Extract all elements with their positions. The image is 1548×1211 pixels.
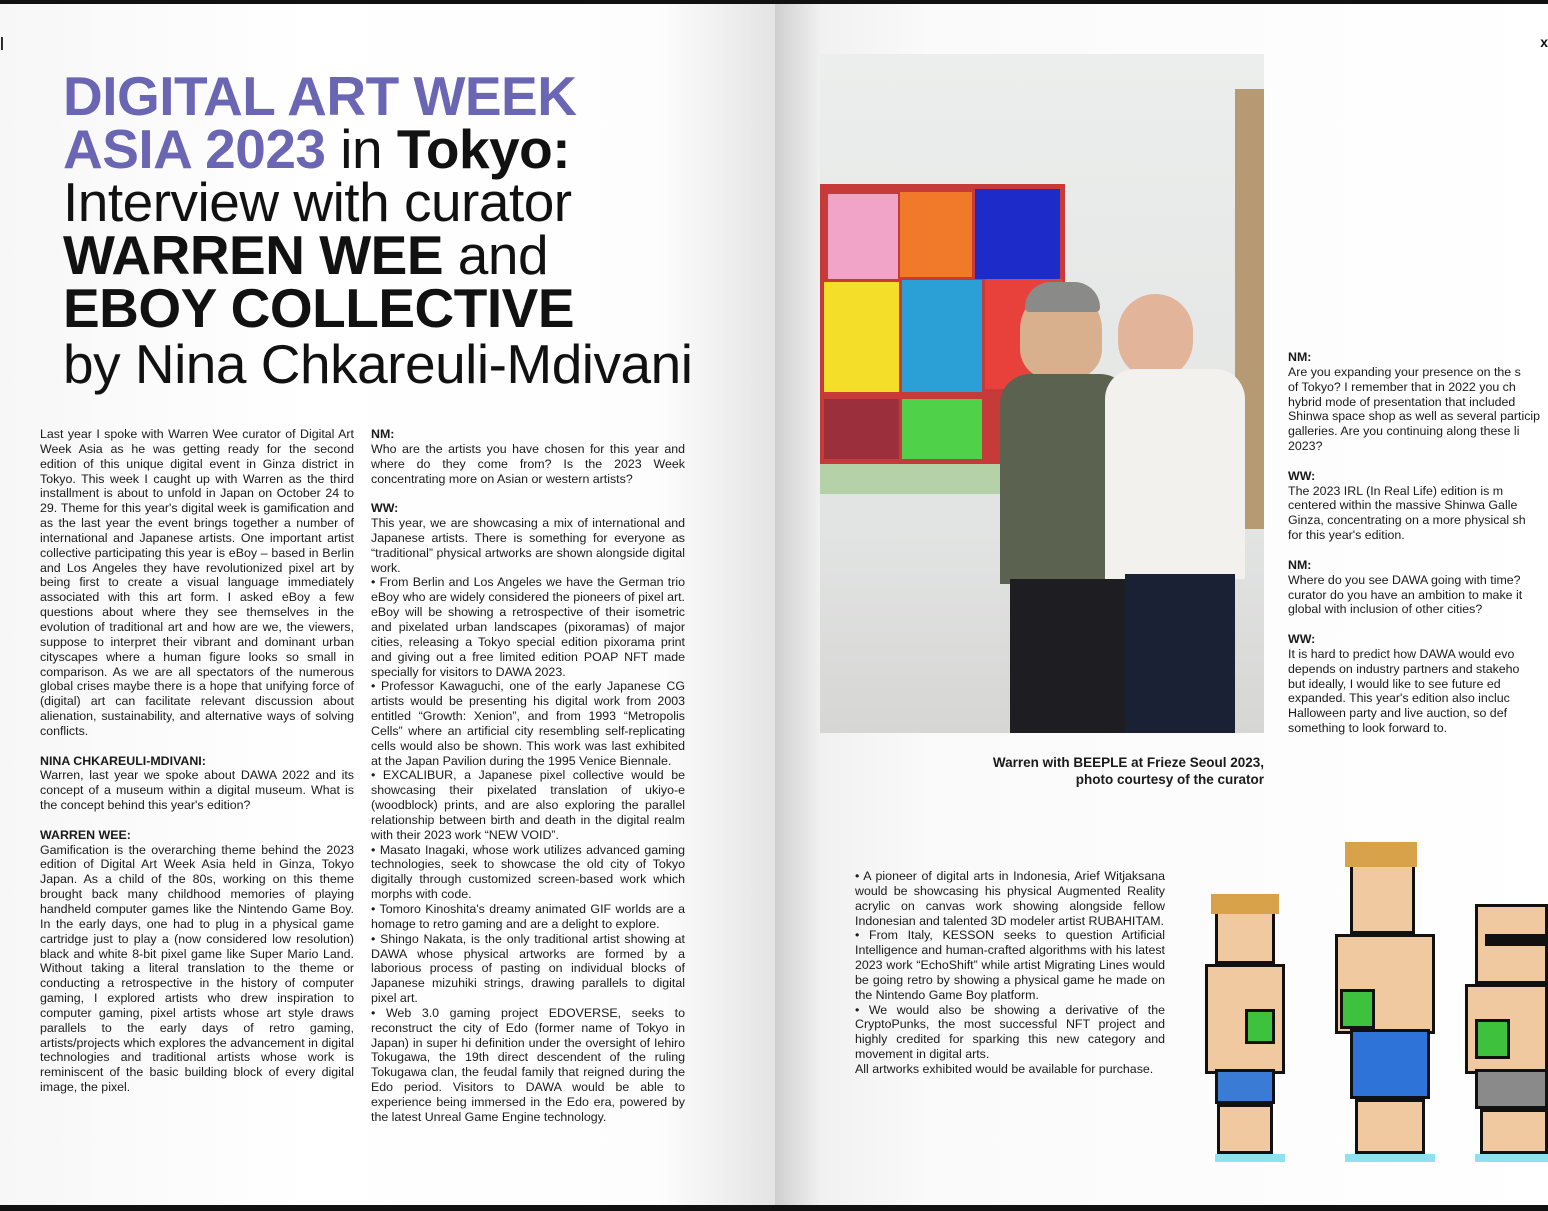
- speaker-label: NINA CHKAREULI-MDIVANI:: [40, 753, 206, 768]
- caption-line: photo courtesy of the curator: [1075, 772, 1264, 787]
- article-title: [63, 65, 763, 395]
- title-line: Interview with curator: [63, 171, 572, 233]
- question: Are you expanding your presence on the s of Tokyo? I remember that in 2022 you ch hybrid mode of presentation that included Shinwa space shop as well as several particip galleries. Are you continuing along these li 2023?: [1288, 364, 1541, 454]
- caption-line: Warren with BEEPLE at Frieze Seoul 2023,: [992, 755, 1264, 770]
- question: Who are the artists you have chosen for this year and where do they come from? Is the 2023 Week concentrating more on Asian or western artists?: [371, 441, 685, 486]
- column-more-artists: [855, 869, 1165, 1077]
- closing-note: All artworks exhibited would be available for purchase.: [855, 1061, 1154, 1076]
- artist-bullet: • EXCALIBUR, a Japanese pixel collective would be showcasing their pixelated translation of ukiyo-e (woodblock) prints, and are also exploring the parallel relationship between birth and death in the digital realm with their 2023 work “NEW VOID”.: [371, 768, 685, 842]
- artist-bullet: • Web 3.0 gaming project EDOVERSE, seeks to reconstruct the city of Edo (former name of Tokyo in Japan) in super hi definition under the oversight of Iehiro Tokugawa, the 19th direct descendent of the ruling Tokugawa clan, the feudal family that reigned during the Edo period. Visitors to DAWA would be able to experience being immersed in the Edo era, powered by the latest Unreal Game Engine technology.: [371, 1005, 685, 1124]
- title-line: DIGITAL ART WEEK: [63, 65, 577, 127]
- artist-bullet: • Masato Inagaki, whose work utilizes advanced gaming technologies, seek to showcase the old city of Tokyo digitally through customized screen-based work which morphs with code.: [371, 842, 685, 902]
- page-edge-mark: x: [1540, 34, 1548, 50]
- left-page: [0, 4, 775, 1205]
- speaker-label: NM:: [1288, 350, 1312, 364]
- artist-bullet: • We would also be showing a derivative of the CryptoPunks, the most successful NFT project and highly credited for sparking this new category and movement in digital arts.: [855, 1002, 1165, 1062]
- answer: Gamification is the overarching theme behind the 2023 edition of Digital Art Week Asia held in Ginza, Tokyo Japan. As a child of the 80s, working on this theme brought back many childhood memories of playing handheld computer games like the Nintendo Game Boy. In the early days, one had to plug in a physical game cartridge just to play a (now considered low resolution) black and white 8-bit pixel game like Super Mario Land. Without taking a literal translation to the theme or conducting a retrospective in the history of computer gaming, I explored artists who drew inspiration to computer gaming, pixel artists whose art style draws parallels to the early days of retro gaming, artists/projects which explores the advancement in digital technologies and traditional artists whose work is reminiscent of the basic building block of every digital image, the pixel.: [40, 842, 354, 1095]
- question: Where do you see DAWA going with time? curator do you have an ambition to make it global with inclusion of other cities?: [1288, 572, 1523, 617]
- title-line: and: [443, 224, 549, 286]
- artist-bullet: • A pioneer of digital arts in Indonesia, Arief Witjaksana would be showcasing his physical Augmented Reality acrylic on canvas work showing alongside fellow Indonesian and talented 3D modeler artist RUBAHITAM.: [855, 869, 1165, 928]
- answer: This year, we are showcasing a mix of international and Japanese artists. There is something for everyone as “traditional” physical artworks are shown alongside digital work.: [371, 516, 685, 575]
- artist-bullet: • From Italy, KESSON seeks to question Artificial Intelligence and human-crafted algorithms with his latest 2023 work “EchoShift” while artist Migrating Lines would be going retro by showing a physical game he made on the Nintendo Game Boy platform.: [855, 928, 1165, 1002]
- speaker-label: WW:: [371, 501, 399, 516]
- artist-bullet: • Shingo Nakata, is the only traditional artist showing at DAWA whose physical artworks are formed by a laborious process of pasting on individual blocks of Japanese mizuhiki strings, drawing parallels to digital pixel art.: [371, 931, 685, 1006]
- column-interview-continued: [1288, 350, 1548, 736]
- artist-bullet: • From Berlin and Los Angeles we have the German trio eBoy who are widely considered the pioneers of pixel art. eBoy will be showing a retrospective of their isometric and pixelated urban landscapes (pixoramas) of major cities, releasing a Tokyo special edition pixorama print and giving out a free limited edition POAP NFT made specially for visitors to DAWA 2023.: [371, 575, 685, 679]
- artist-bullet: • Professor Kawaguchi, one of the early Japanese CG artists would be presenting his digital work from 2003 entitled “Growth: Xenion”, and from 1993 “Metropolis Cells” where an artificial city resembling self-replicating cells would also be shown. This work was last exhibited at the Japan Pavilion during the 1995 Venice Biennale.: [371, 679, 685, 768]
- person-beeple: [1118, 294, 1193, 379]
- speaker-label: NM:: [371, 427, 395, 441]
- byline: by Nina Chkareuli-Mdivani: [63, 333, 693, 395]
- speaker-label: WARREN WEE:: [40, 827, 131, 842]
- column-artists: [371, 427, 685, 1125]
- photo-caption: [925, 754, 1264, 788]
- title-line: in: [325, 118, 397, 180]
- speaker-label: WW:: [1288, 468, 1316, 483]
- right-page: [775, 4, 1548, 1205]
- column-intro: [40, 427, 354, 1110]
- title-line: EBOY COLLECTIVE: [63, 277, 574, 339]
- title-line: WARREN WEE: [63, 224, 443, 286]
- photo-warren-with-beeple: [820, 54, 1264, 733]
- speaker-label: WW:: [1288, 632, 1316, 647]
- question: Warren, last year we spoke about DAWA 2022 and its concept of a museum within a digital museum. What is the concept behind this year's edition?: [40, 768, 354, 813]
- artist-bullet: • Tomoro Kinoshita's dreamy animated GIF worlds are a homage to retro gaming and are a delight to explore.: [371, 902, 685, 931]
- answer: It is hard to predict how DAWA would evo depends on industry partners and stakeho but ideally, I would like to see future ed expanded. This year's edition also incluc Halloween party and live auction, so def something to look forward to.: [1288, 646, 1520, 736]
- title-line: Tokyo:: [396, 118, 571, 180]
- answer: The 2023 IRL (In Real Life) edition is m centered within the massive Shinwa Galle Ginza, concentrating on a more physical sh for this year's edition.: [1288, 483, 1526, 543]
- speaker-label: NM:: [1288, 557, 1312, 572]
- page-edge-mark: |: [0, 34, 4, 50]
- intro-paragraph: Last year I spoke with Warren Wee curator of Digital Art Week Asia as he was getting ready for the second edition of this unique digital event in Ginza district in Tokyo. This week I caught up with Warren as the third installment is about to unfold in Japan on October 24 to 29. Theme for this year's digital week is gamification and as the last year the event brings together a number of international and Japanese artists. One important artist collective participating this year is eBoy – based in Berlin and Los Angeles they have revolutionized pixel art by being first to create a visual language immediately associated with this art form. I asked eBoy a few questions about where they see themselves in the evolution of traditional art and how are we, the viewers, suppose to interpret their vibrant and dominant urban cityscapes where a human figure looks so small in comparison. As we are all spectators of the numerous global crises maybe there is a hope that unifying force of (digital) art can facilitate relevant discussion about alienation, sustainability, and alternative ways of solving conflicts.: [40, 427, 354, 738]
- title-line: ASIA 2023: [63, 118, 326, 180]
